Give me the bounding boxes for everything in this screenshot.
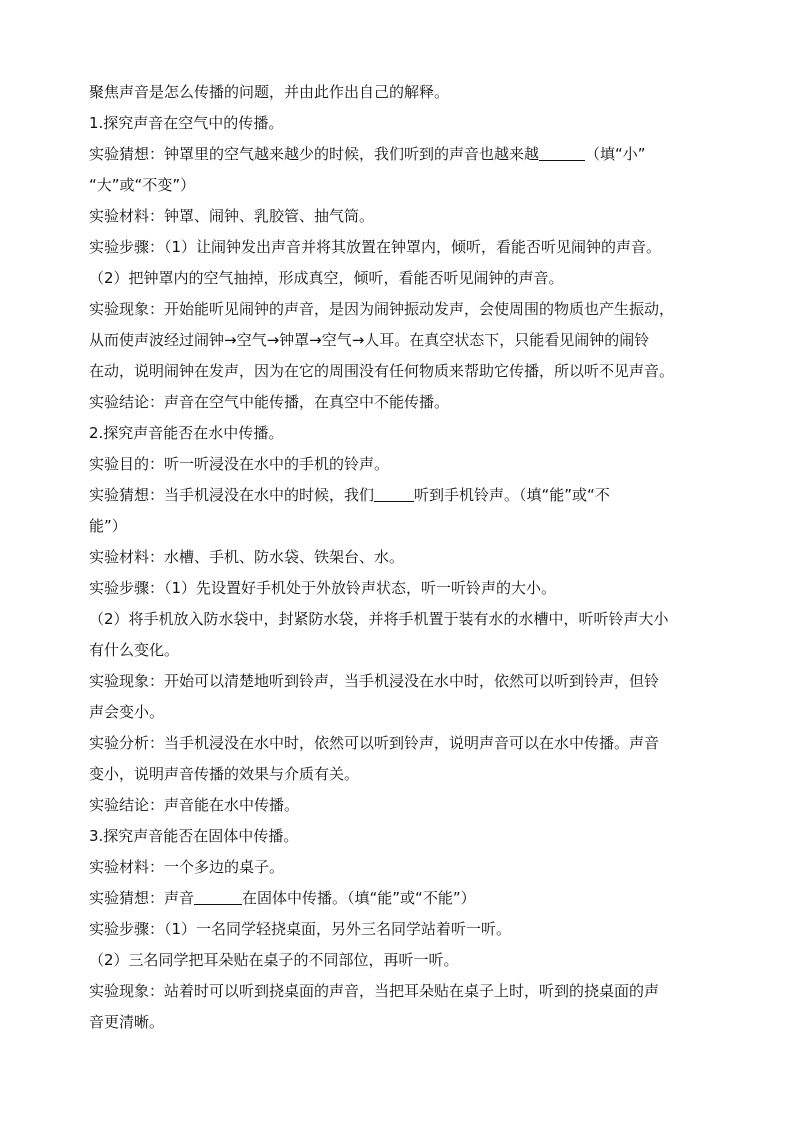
fill-in-blank (539, 143, 585, 161)
document-body (89, 77, 709, 1038)
paragraph-line: 实验材料：钟罩、闹钟、乳胶管、抽气筒。 (89, 207, 375, 225)
paragraph-line: 聚焦声音是怎么传播的问题，并由此作出自己的解释。 (89, 83, 450, 101)
paragraph-line: 实验分析：当手机浸没在水中时，依然可以听到铃声，说明声音可以在水中传播。声音 (89, 734, 660, 752)
paragraph-line: 实验结论：声音在空气中能传播，在真空中不能传播。 (89, 393, 450, 411)
text-span: 在固体中传播。（填“能”或“不能”） (242, 889, 476, 907)
paragraph-line (89, 480, 709, 511)
text-span: 实验猜想：钟罩里的空气越来越少的时候，我们听到的声音也越来越 (89, 145, 540, 163)
paragraph-line: 实验步骤：（1）一名同学轻挠桌面，另外三名同学站着听一听。 (89, 920, 512, 938)
paragraph-line (89, 139, 709, 170)
paragraph-line: 变小，说明声音传播的效果与介质有关。 (89, 765, 360, 783)
paragraph-line: 实验现象：开始能听见闹钟的声音，是因为闹钟振动发声，会使周围的物质也产生振动， (89, 300, 675, 318)
paragraph-line: 在动，说明闹钟在发声，因为在它的周围没有任何物质来帮助它传播，所以听不见声音。 (89, 362, 675, 380)
paragraph-line: 实验步骤：（1）让闹钟发出声音并将其放置在钟罩内，倾听，看能否听见闹钟的声音。 (89, 238, 662, 256)
paragraph-line: 实验目的：听一听浸没在水中的手机的铃声。 (89, 455, 390, 473)
fill-in-blank (194, 887, 242, 905)
paragraph-line: 实验现象：开始可以清楚地听到铃声，当手机浸没在水中时，依然可以听到铃声，但铃 (89, 672, 660, 690)
paragraph-line: 实验步骤：（1）先设置好手机处于外放铃声状态，听一听铃声的大小。 (89, 579, 557, 597)
paragraph-line: 有什么变化。 (89, 641, 180, 659)
paragraph-line (89, 883, 709, 914)
paragraph-line: 音更清晰。 (89, 1013, 165, 1031)
paragraph-line: （2）把钟罩内的空气抽掉，形成真空，倾听，看能否听见闹钟的声音。 (89, 269, 564, 287)
paragraph-line: “大”或“不变”） (89, 176, 196, 194)
text-span: 实验猜想：声音 (89, 889, 195, 907)
text-span: （填“小” (585, 145, 646, 163)
paragraph-line: 能”） (89, 517, 127, 535)
paragraph-line: 实验结论：声音能在水中传播。 (89, 796, 300, 814)
paragraph-line: 实验现象：站着时可以听到挠桌面的声音，当把耳朵贴在桌子上时，听到的挠桌面的声 (89, 982, 660, 1000)
section-heading: 2.探究声音能否在水中传播。 (89, 424, 284, 442)
section-heading: 1.探究声音在空气中的传播。 (89, 114, 284, 132)
section-heading: 3.探究声音能否在固体中传播。 (89, 827, 299, 845)
paragraph-line: 实验材料：水槽、手机、防水袋、铁架台、水。 (89, 548, 405, 566)
text-span: 实验猜想：当手机浸没在水中的时候，我们 (89, 486, 375, 504)
fill-in-blank (374, 484, 414, 502)
paragraph-line: （2）三名同学把耳朵贴在桌子的不同部位，再听一听。 (89, 951, 459, 969)
text-span: 听到手机铃声。（填“能”或“不 (414, 486, 610, 504)
paragraph-line: 声会变小。 (89, 703, 165, 721)
paragraph-line: （2）将手机放入防水袋中，封紧防水袋，并将手机置于装有水的水槽中，听听铃声大小 (89, 610, 669, 628)
paragraph-line: 实验材料：一个多边的桌子。 (89, 858, 285, 876)
paragraph-line: 从而使声波经过闹钟→空气→钟罩→空气→人耳。在真空状态下，只能看见闹钟的闹铃 (89, 331, 650, 349)
